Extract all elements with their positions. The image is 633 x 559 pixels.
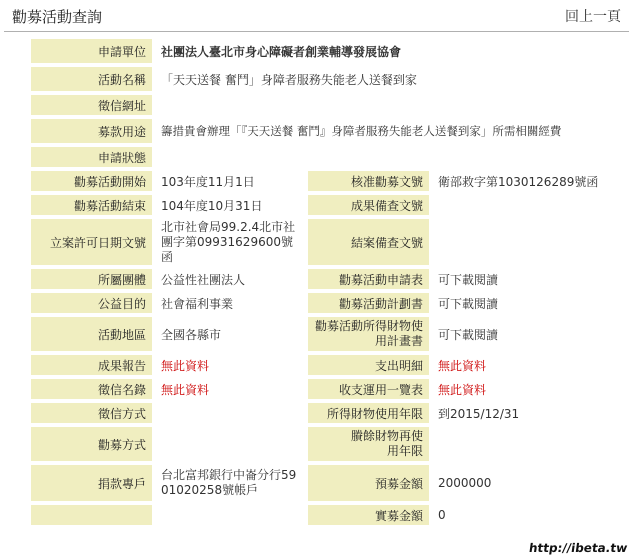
table-row xyxy=(31,119,619,143)
label-expense-detail: 支出明細 xyxy=(308,355,432,375)
table-row xyxy=(31,355,619,375)
label-fundraise-method: 勸募方式 xyxy=(31,427,155,461)
label-website: 徵信網址 xyxy=(31,95,155,115)
label-report: 成果報告 xyxy=(31,355,155,375)
label-applicant: 申請單位 xyxy=(31,39,155,63)
value-applicant: 社團法人臺北市身心障礙者創業輔導發展協會 xyxy=(161,44,402,59)
value-public-purpose: 社會福利事業 xyxy=(161,296,234,311)
label-application-form: 勸募活動申請表 xyxy=(308,269,432,289)
table-row xyxy=(31,39,619,63)
table-row xyxy=(31,505,619,525)
label-permit-date: 立案許可日期文號 xyxy=(31,219,155,265)
value-area: 全國各縣市 xyxy=(161,327,222,342)
value-result-doc xyxy=(432,195,619,215)
value-blank xyxy=(155,505,308,525)
value-surplus-period xyxy=(432,427,619,461)
watermark-text: http://ibeta.tw xyxy=(527,541,628,555)
label-income-table: 收支運用一覽表 xyxy=(308,379,432,399)
label-area: 活動地區 xyxy=(31,317,155,351)
table-row xyxy=(31,219,619,265)
label-purpose: 募款用途 xyxy=(31,119,155,143)
label-credit-record: 徵信名錄 xyxy=(31,379,155,399)
value-expense-detail: 無此資料 xyxy=(438,358,487,373)
value-activity-name: 「天天送餐 奮鬥」身障者服務失能老人送餐到家 xyxy=(161,72,417,87)
table-row xyxy=(31,147,619,167)
value-closing-doc xyxy=(432,219,619,265)
value-website xyxy=(155,95,619,115)
value-approval-no: 衛部救字第1030126289號函 xyxy=(438,174,599,189)
label-start: 勸募活動開始 xyxy=(31,171,155,191)
table-row xyxy=(31,293,619,313)
table-row xyxy=(31,427,619,461)
label-approval-no: 核准勸募文號 xyxy=(308,171,432,191)
label-end: 勸募活動結束 xyxy=(31,195,155,215)
back-link[interactable]: 回上一頁 xyxy=(565,9,621,25)
label-blank xyxy=(31,505,155,525)
value-start: 103年度11月1日 xyxy=(161,174,255,189)
table-row xyxy=(31,379,619,399)
table-row xyxy=(31,465,619,501)
label-public-purpose: 公益目的 xyxy=(31,293,155,313)
page-title: 勸募活動查詢 xyxy=(12,8,103,26)
label-account: 捐款專戶 xyxy=(31,465,155,501)
table-row xyxy=(31,317,619,351)
value-usage-period: 到2015/12/31 xyxy=(438,406,520,421)
value-credit-method xyxy=(155,403,308,423)
label-usage-plan: 勸募活動所得財物使用計畫書 xyxy=(308,317,432,351)
link-plan[interactable]: 可下載閱讀 xyxy=(438,296,499,311)
label-result-doc: 成果備查文號 xyxy=(308,195,432,215)
label-surplus-period: 賸餘財物再使用年限 xyxy=(308,427,432,461)
value-actual-amount: 0 xyxy=(438,508,446,522)
table-row xyxy=(31,195,619,215)
label-expected-amount: 預募金額 xyxy=(308,465,432,501)
value-permit-date: 北市社會局99.2.4北市社團字第09931629600號函 xyxy=(161,219,296,264)
table-row xyxy=(31,67,619,91)
value-credit-record: 無此資料 xyxy=(161,382,210,397)
link-usage-plan[interactable]: 可下載閱讀 xyxy=(438,327,499,342)
label-activity-name: 活動名稱 xyxy=(31,67,155,91)
value-group-type: 公益性社團法人 xyxy=(161,272,246,287)
label-actual-amount: 實募金額 xyxy=(308,505,432,525)
label-usage-period: 所得財物使用年限 xyxy=(308,403,432,423)
link-application-form[interactable]: 可下載閱讀 xyxy=(438,272,499,287)
table-row xyxy=(31,171,619,191)
value-account: 台北富邦銀行中崙分行5901020258號帳戶 xyxy=(161,468,297,497)
value-report: 無此資料 xyxy=(161,358,210,373)
table-row xyxy=(31,95,619,115)
label-credit-method: 徵信方式 xyxy=(31,403,155,423)
table-row xyxy=(31,269,619,289)
label-closing-doc: 結案備查文號 xyxy=(308,219,432,265)
page-header xyxy=(0,0,633,32)
value-end: 104年度10月31日 xyxy=(161,198,263,213)
label-plan: 勸募活動計劃書 xyxy=(308,293,432,313)
value-fundraise-method xyxy=(155,427,308,461)
info-table xyxy=(31,35,619,529)
value-purpose: 籌措貴會辦理「『天天送餐 奮鬥』身障者服務失能老人送餐到家」所需相關經費 xyxy=(161,124,562,138)
value-income-table: 無此資料 xyxy=(438,382,487,397)
label-status: 申請狀態 xyxy=(31,147,155,167)
header-divider xyxy=(4,31,629,32)
value-status xyxy=(155,147,619,167)
label-group-type: 所屬團體 xyxy=(31,269,155,289)
value-expected-amount: 2000000 xyxy=(438,476,492,490)
table-row xyxy=(31,403,619,423)
